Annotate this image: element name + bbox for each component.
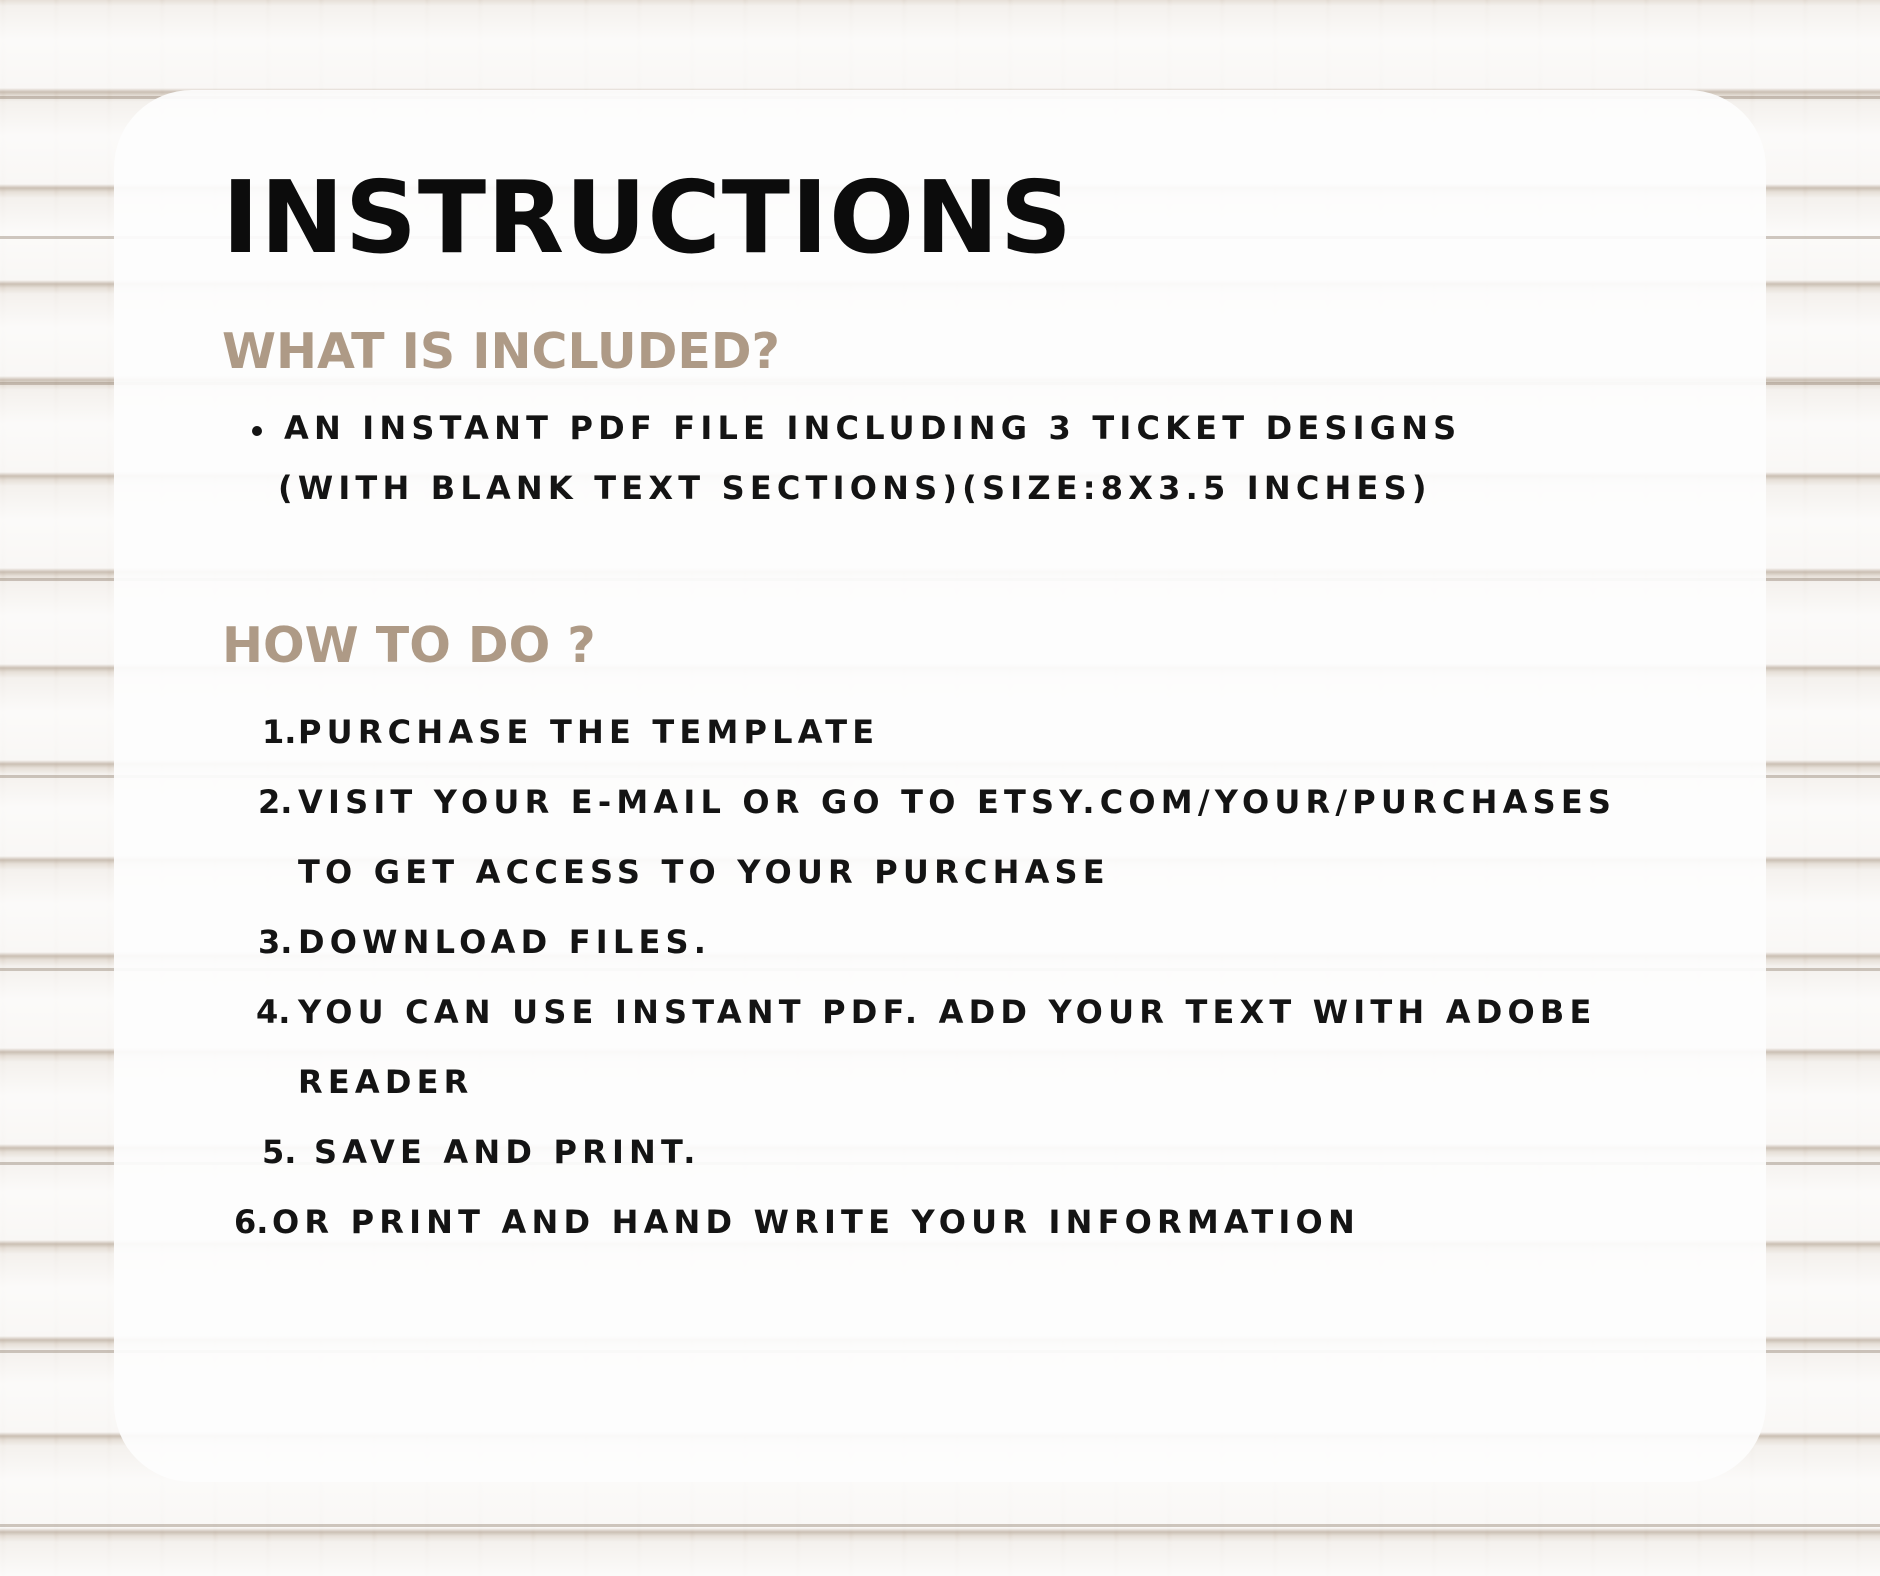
step-number: 4. xyxy=(256,993,291,1031)
included-line-1: AN INSTANT PDF FILE INCLUDING 3 TICKET DESIGNS xyxy=(284,409,1462,447)
step-text: PURCHASE THE TEMPLATE xyxy=(298,713,880,751)
step-text: VISIT YOUR E-MAIL OR GO TO ETSY.COM/YOUR/PURCHASES xyxy=(298,783,1617,821)
step-number: 3. xyxy=(258,923,293,961)
step-number: 1. xyxy=(262,713,297,751)
howto-heading: HOW TO DO ? xyxy=(222,617,596,674)
step-text: SAVE AND PRINT. xyxy=(314,1133,701,1171)
step-text-continued: TO GET ACCESS TO YOUR PURCHASE xyxy=(298,853,1110,891)
step-text-continued: READER xyxy=(298,1063,474,1101)
step-text: DOWNLOAD FILES. xyxy=(298,923,712,961)
step-number: 2. xyxy=(258,783,293,821)
step-text: YOU CAN USE INSTANT PDF. ADD YOUR TEXT WITH ADOBE xyxy=(298,993,1597,1031)
bullet-icon xyxy=(252,426,262,436)
included-line-2: (WITH BLANK TEXT SECTIONS)(SIZE:8X3.5 INCHES) xyxy=(278,469,1432,507)
step-number: 6. xyxy=(234,1203,269,1241)
step-number: 5. xyxy=(262,1133,297,1171)
step-text: OR PRINT AND HAND WRITE YOUR INFORMATION xyxy=(272,1203,1360,1241)
included-heading: WHAT IS INCLUDED? xyxy=(222,323,780,380)
page-title: INSTRUCTIONS xyxy=(222,159,1073,276)
